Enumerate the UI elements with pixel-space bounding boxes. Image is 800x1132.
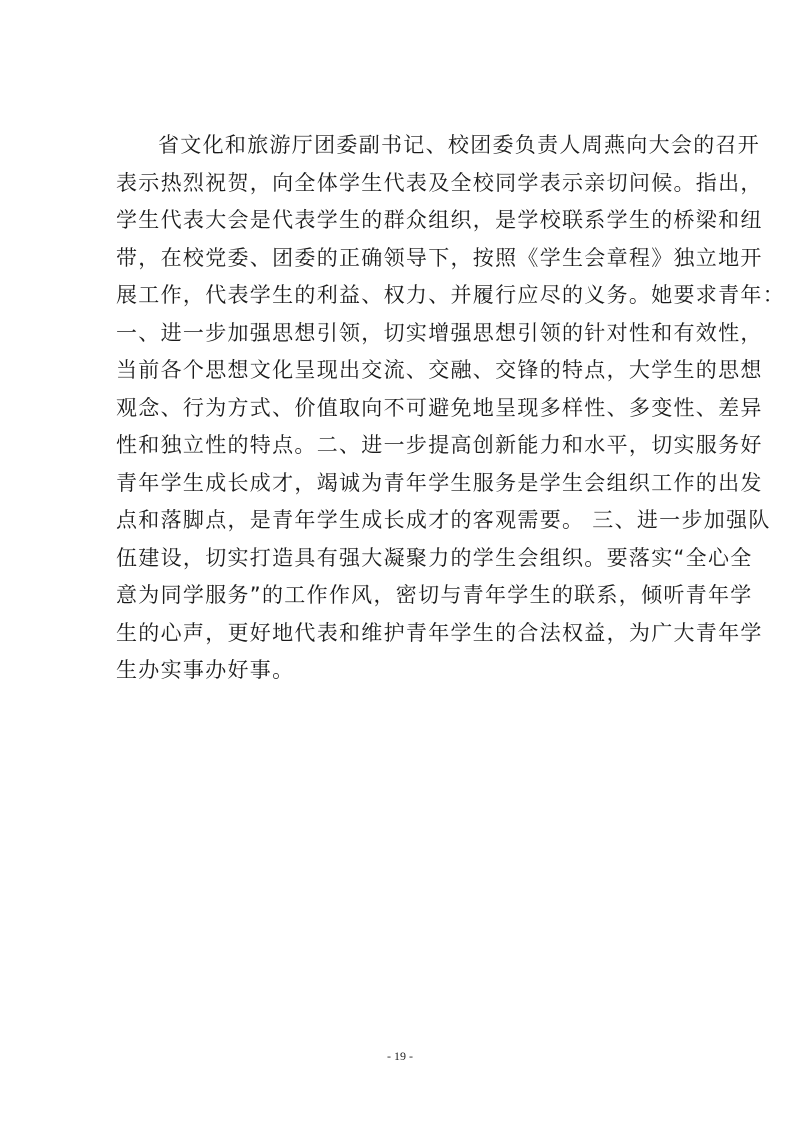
paragraph-line: 展工作，代表学生的利益、权力、并履行应尽的义务。她要求青年： xyxy=(116,283,785,307)
paragraph-line: 性和独立性的特点。二、进一步提高创新能力和水平，切实服务好 xyxy=(116,433,763,457)
paragraph-line: 观念、行为方式、价值取向不可避免地呈现多样性、多变性、差异 xyxy=(116,395,763,420)
paragraph-line: 生的心声，更好地代表和维护青年学生的合法权益，为广大青年学 xyxy=(116,620,763,645)
paragraph-line: 点和落脚点，是青年学生成长成才的客观需要。 三、进一步加强队 xyxy=(116,508,771,532)
paragraph-line: 一、进一步加强思想引领，切实增强思想引领的针对性和有效性， xyxy=(116,320,763,345)
paragraph-line: 当前各个思想文化呈现出交流、交融、交锋的特点，大学生的思想 xyxy=(116,358,763,382)
page-number: - 19 - xyxy=(387,1049,413,1063)
paragraph-line: 带，在校党委、团委的正确领导下，按照《学生会章程》独立地开 xyxy=(116,245,763,270)
paragraph-line: 青年学生成长成才，竭诚为青年学生服务是学生会组织工作的出发 xyxy=(116,470,763,495)
paragraph-line: 意为同学服务”的工作作风，密切与青年学生的联系，倾听青年学 xyxy=(116,583,753,607)
body-paragraph xyxy=(116,127,785,690)
paragraph-line: 表示热烈祝贺，向全体学生代表及全校同学表示亲切问候。指出， xyxy=(116,170,763,195)
paragraph-line: 生办实事办好事。 xyxy=(116,658,295,682)
paragraph-line: 学生代表大会是代表学生的群众组织，是学校联系学生的桥梁和纽 xyxy=(116,208,763,232)
paragraph-line: 伍建设，切实打造具有强大凝聚力的学生会组织。要落实“全心全 xyxy=(116,545,753,570)
paragraph-line: 省文化和旅游厅团委副书记、校团委负责人周燕向大会的召开 xyxy=(158,133,761,157)
